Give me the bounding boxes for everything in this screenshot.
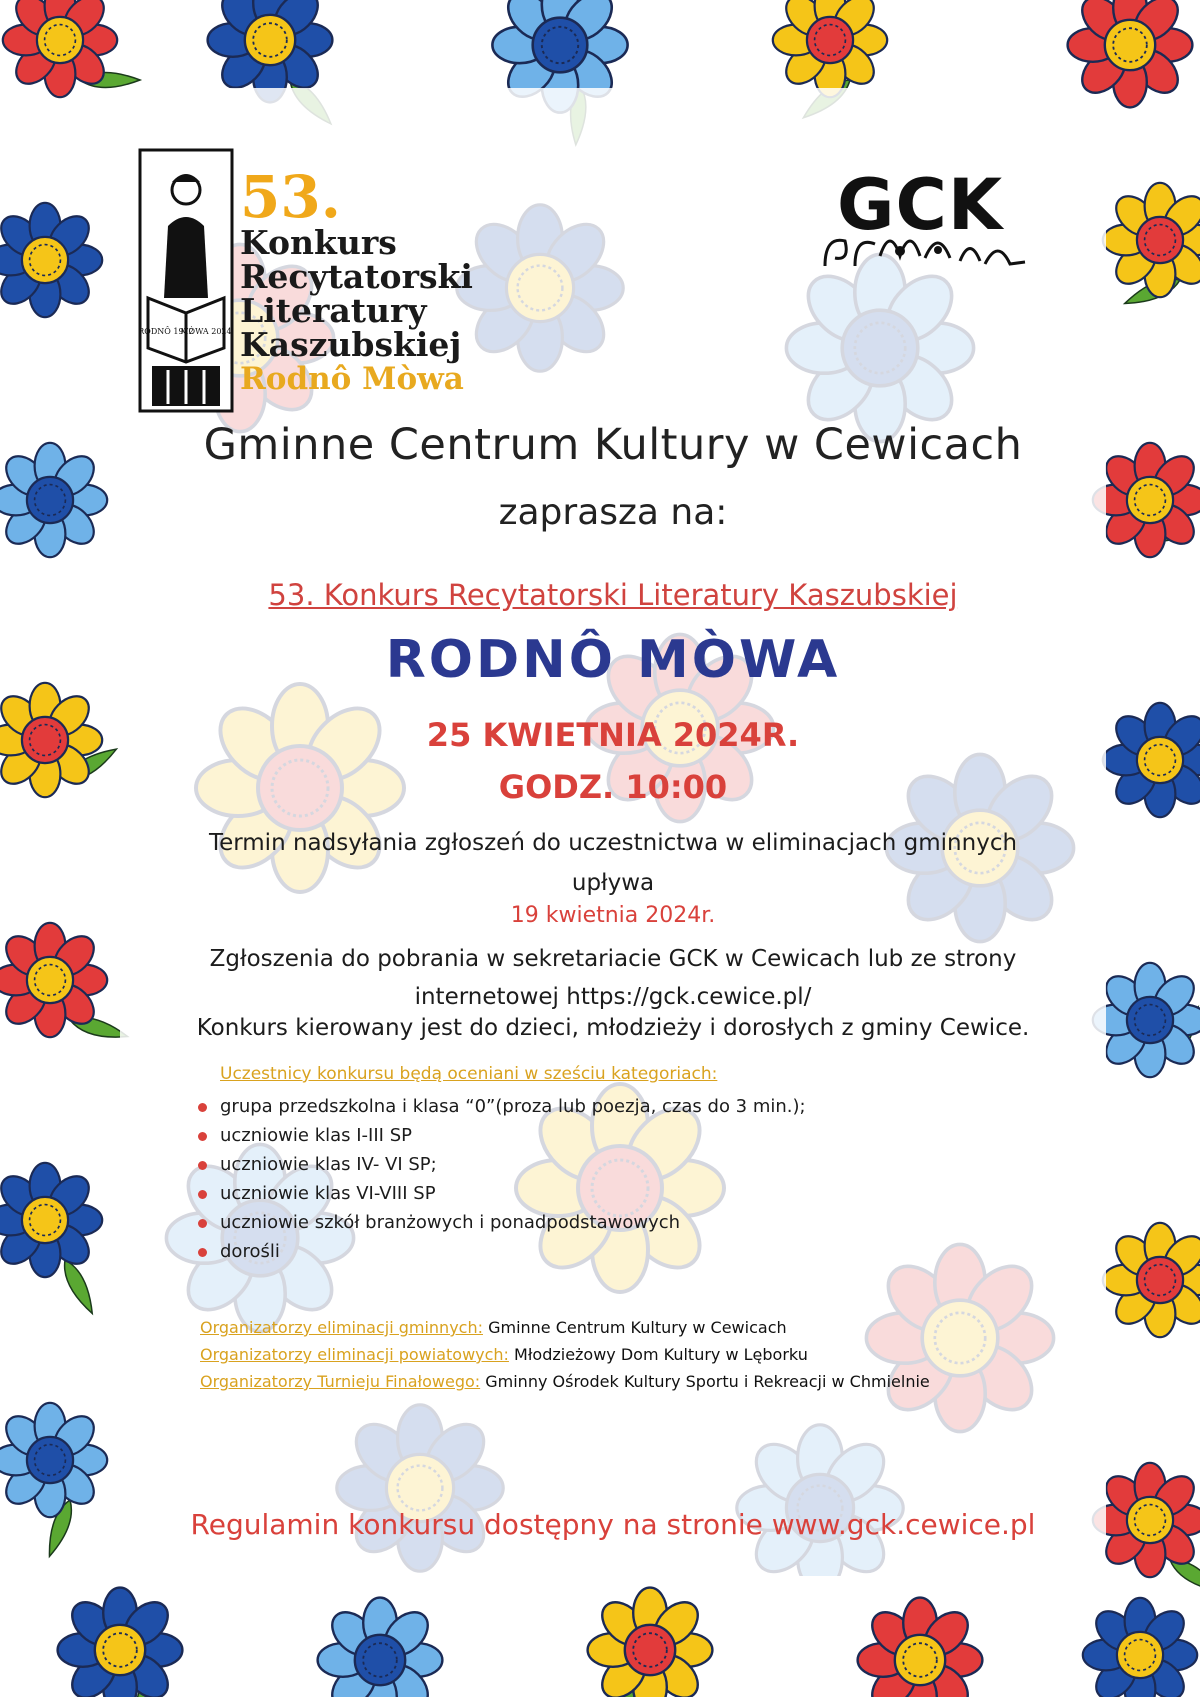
logo-line-4: Kaszubskiej: [240, 325, 462, 364]
forms-line-1: Zgłoszenia do pobrania w sekretariacie GCK w Cewicach lub ze strony: [209, 946, 1017, 972]
logo-line-2: Recytatorski: [240, 257, 473, 296]
invites-text: zaprasza na:: [498, 492, 728, 533]
list-item: dorośli: [198, 1237, 806, 1266]
organizer-value: Gminne Centrum Kultury w Cewicach: [488, 1318, 787, 1337]
kashubian-flower-icon: [1093, 963, 1200, 1077]
kashubian-flower-icon: [588, 1588, 713, 1697]
forms-text: [120, 940, 1106, 1016]
kashubian-flower-icon: [0, 1403, 107, 1517]
deadline-line-2: upływa: [571, 870, 655, 896]
list-item: uczniowie klas VI-VIII SP: [198, 1179, 806, 1208]
kashubian-flower-icon: [457, 205, 623, 371]
reader-figure-icon: [138, 148, 234, 413]
event-hour: GODZ. 10:00: [498, 768, 728, 806]
categories-list: [198, 1092, 806, 1266]
kashubian-flower-icon: [1093, 443, 1200, 557]
deadline-line-1: Termin nadsyłania zgłoszeń do uczestnictwa w eliminacjach gminnych: [208, 830, 1018, 856]
list-item: uczniowie klas I-III SP: [198, 1121, 806, 1150]
kashubian-flower-icon: [773, 0, 887, 97]
logo-line-1: Konkurs: [240, 223, 397, 262]
list-item: uczniowie szkół branżowych i ponadpodstawowych: [198, 1208, 806, 1237]
list-item: uczniowie klas IV- VI SP;: [198, 1150, 806, 1179]
logo-subtitle: Rodnô Mòwa: [240, 361, 464, 397]
organizer-label: Organizatorzy eliminacji gminnych:: [200, 1318, 483, 1337]
list-item: grupa przedszkolna i klasa “0”(proza lub poezja, czas do 3 min.);: [198, 1092, 806, 1121]
kashubian-flower-icon: [58, 1588, 183, 1697]
logo-book-left: RODNÔ 1972: [138, 327, 194, 336]
kashubian-flower-icon: [858, 1598, 983, 1697]
kashubian-flower-icon: [337, 1405, 503, 1571]
kashubian-flower-icon: [1103, 183, 1200, 297]
organizers-list: [200, 1314, 930, 1395]
footer-note[interactable]: Regulamin konkursu dostępny na stronie www.gck.cewice.pl: [190, 1508, 1036, 1541]
contest-logo-title: [240, 163, 473, 397]
deadline-text: [120, 823, 1106, 903]
categories-heading: Uczestnicy konkursu będą oceniani w sześciu kategoriach:: [220, 1064, 718, 1084]
organizer-row: [200, 1314, 930, 1341]
organizer-row: [200, 1341, 930, 1368]
organizer-label: Organizatorzy Turnieju Finałowego:: [200, 1372, 481, 1391]
organizer-heading: Gminne Centrum Kultury w Cewicach: [203, 420, 1023, 470]
contest-title: RODNÔ MÒWA: [385, 630, 841, 690]
logo-number: 53.: [240, 163, 341, 231]
kashubian-flower-icon: [0, 923, 107, 1037]
kashubian-flower-icon: [737, 1425, 903, 1576]
deadline-date: 19 kwietnia 2024r.: [510, 903, 716, 928]
gck-logo-ornament: [820, 166, 1030, 286]
kashubian-flower-icon: [0, 443, 107, 557]
kashubian-flower-icon: [1103, 1223, 1200, 1337]
organizer-value: Gminny Ośrodek Kultury Sportu i Rekreacji w Chmielnie: [485, 1372, 930, 1391]
kashubian-flower-icon: [0, 1163, 102, 1277]
organizer-value: Młodzieżowy Dom Kultury w Lęborku: [514, 1345, 808, 1364]
organizer-label: Organizatorzy eliminacji powiatowych:: [200, 1345, 509, 1364]
kashubian-flower-icon: [0, 203, 102, 317]
kashubian-flower-icon: [1103, 703, 1200, 817]
event-date: 25 KWIETNIA 2024R.: [426, 716, 800, 754]
kashubian-flower-icon: [318, 1598, 443, 1697]
logo-book-right: MÒWA 2024: [180, 327, 232, 336]
kashubian-flower-icon: [1083, 1598, 1197, 1697]
forms-line-2[interactable]: internetowej https://gck.cewice.pl/: [414, 984, 812, 1010]
target-audience: Konkurs kierowany jest do dzieci, młodzieży i dorosłych z gminy Cewice.: [196, 1015, 1030, 1041]
logo-line-3: Literatury: [240, 291, 427, 330]
kashubian-flower-icon: [1093, 1463, 1200, 1577]
organizer-row: [200, 1368, 930, 1395]
kashubian-flower-icon: [0, 683, 102, 797]
contest-name: 53. Konkurs Recytatorski Literatury Kaszubskiej: [268, 578, 958, 612]
leaf-ornament: [58, 1257, 99, 1317]
gck-logo: GCK: [837, 164, 1004, 246]
